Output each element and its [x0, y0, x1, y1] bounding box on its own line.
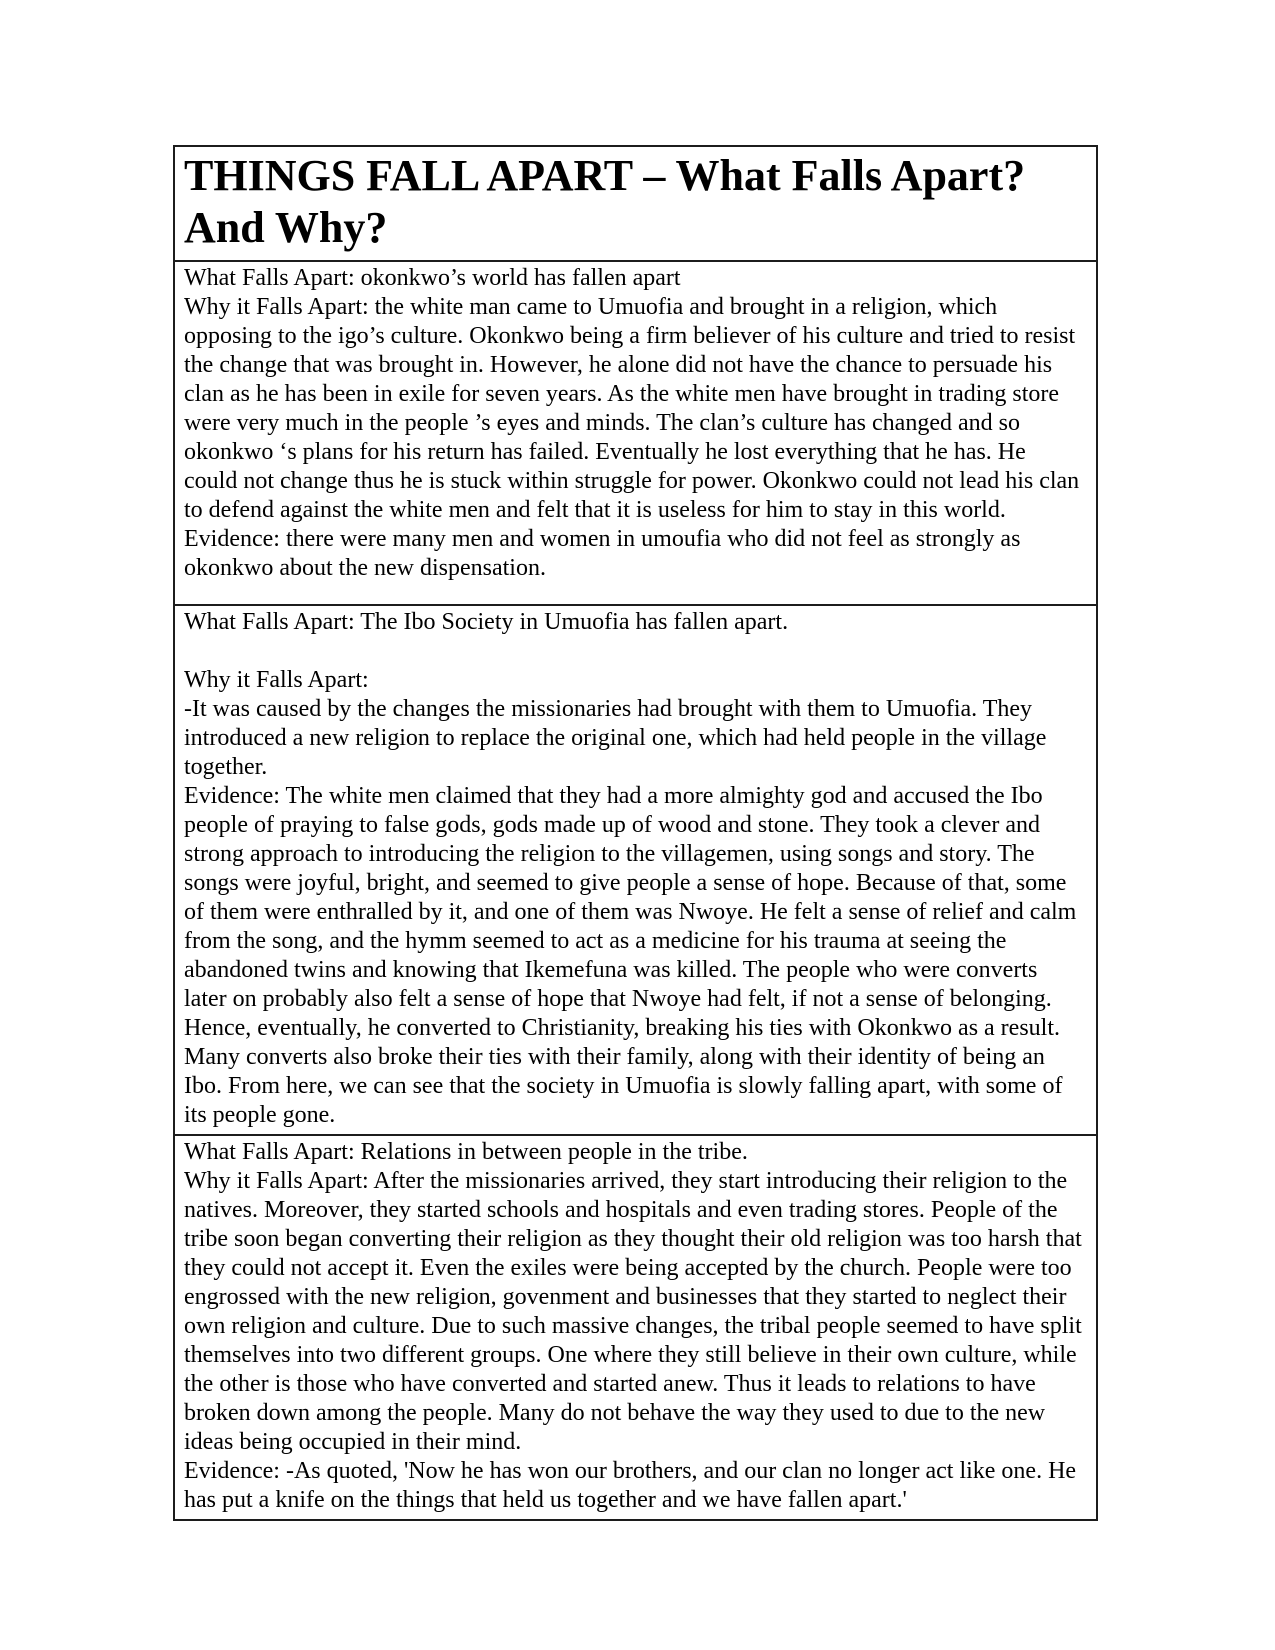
- section-tribe-relations: [175, 1134, 1096, 1519]
- why-it-falls-apart-heading: Why it Falls Apart:: [184, 667, 369, 693]
- document-title-line-2: And Why?: [184, 203, 388, 252]
- document-title-line-1: THINGS FALL APART – What Falls Apart?: [184, 151, 1026, 200]
- section-ibo-society: [175, 604, 1096, 1134]
- what-falls-apart-text: What Falls Apart: Relations in between people in the tribe.: [184, 1139, 748, 1165]
- evidence-text: Evidence: The white men claimed that they had a more almighty god and accused the Ibo people of praying to false gods, gods made up of wood and stone. They took a clever and strong approach to introducing the religion to the villagemen, using songs and story. The songs were joyful, bright, and seemed to give people a sense of hope. Because of that, some of them were enthralled by it, and one of them was Nwoye. He felt a sense of relief and calm from the song, and the hymm seemed to act as a medicine for his trauma at seeing the abandoned twins and knowing that Ikemefuna was killed. The people who were converts later on probably also felt a sense of hope that Nwoye had felt, if not a sense of belonging. Hence, eventually, he converted to Christianity, breaking his ties with Okonkwo as a result. Many converts also broke their ties with their family, along with their identity of being an Ibo. From here, we can see that the society in Umuofia is slowly falling apart, with some of its people gone.: [184, 783, 1077, 1128]
- blank-line: [184, 637, 1084, 666]
- section-okonkwos-world: [175, 260, 1096, 604]
- what-falls-apart-text: What Falls Apart: okonkwo’s world has fallen apart: [184, 265, 681, 291]
- evidence-text: Evidence: there were many men and women in umoufia who did not feel as strongly as okonkwo about the new dispensation.: [184, 526, 1021, 581]
- things-fall-apart-table: [173, 145, 1098, 1521]
- what-falls-apart-text: What Falls Apart: The Ibo Society in Umuofia has fallen apart.: [184, 609, 789, 635]
- document-title-cell: [175, 147, 1096, 260]
- why-it-falls-apart-text: Why it Falls Apart: After the missionaries arrived, they start introducing their religion to the natives. Moreover, they started schools and hospitals and even trading stores. People of the tribe soon began converting their religion as they thought their old religion was too harsh that they could not accept it. Even the exiles were being accepted by the church. People were too engrossed with the new religion, govenment and businesses that they started to neglect their own religion and culture. Due to such massive changes, the tribal people seemed to have split themselves into two different groups. One where they still believe in their own culture, while the other is those who have converted and started anew. Thus it leads to relations to have broken down among the people. Many do not behave the way they used to due to the new ideas being occupied in their mind.: [184, 1168, 1082, 1455]
- evidence-text: Evidence: -As quoted, 'Now he has won our brothers, and our clan no longer act like one. He has put a knife on the things that held us together and we have fallen apart.': [184, 1458, 1077, 1513]
- why-it-falls-apart-text: -It was caused by the changes the missionaries had brought with them to Umuofia. They introduced a new religion to replace the original one, which had held people in the village together.: [184, 696, 1047, 780]
- why-it-falls-apart-text: Why it Falls Apart: the white man came to Umuofia and brought in a religion, which opposing to the igo’s culture. Okonkwo being a firm believer of his culture and tried to resist the change that was brought in. However, he alone did not have the chance to persuade his clan as he has been in exile for seven years. As the white men have brought in trading store were very much in the people ’s eyes and minds. The clan’s culture has changed and so okonkwo ‘s plans for his return has failed. Eventually he lost everything that he has. He could not change thus he is stuck within struggle for power. Okonkwo could not lead his clan to defend against the white men and felt that it is useless for him to stay in this world.: [184, 294, 1080, 523]
